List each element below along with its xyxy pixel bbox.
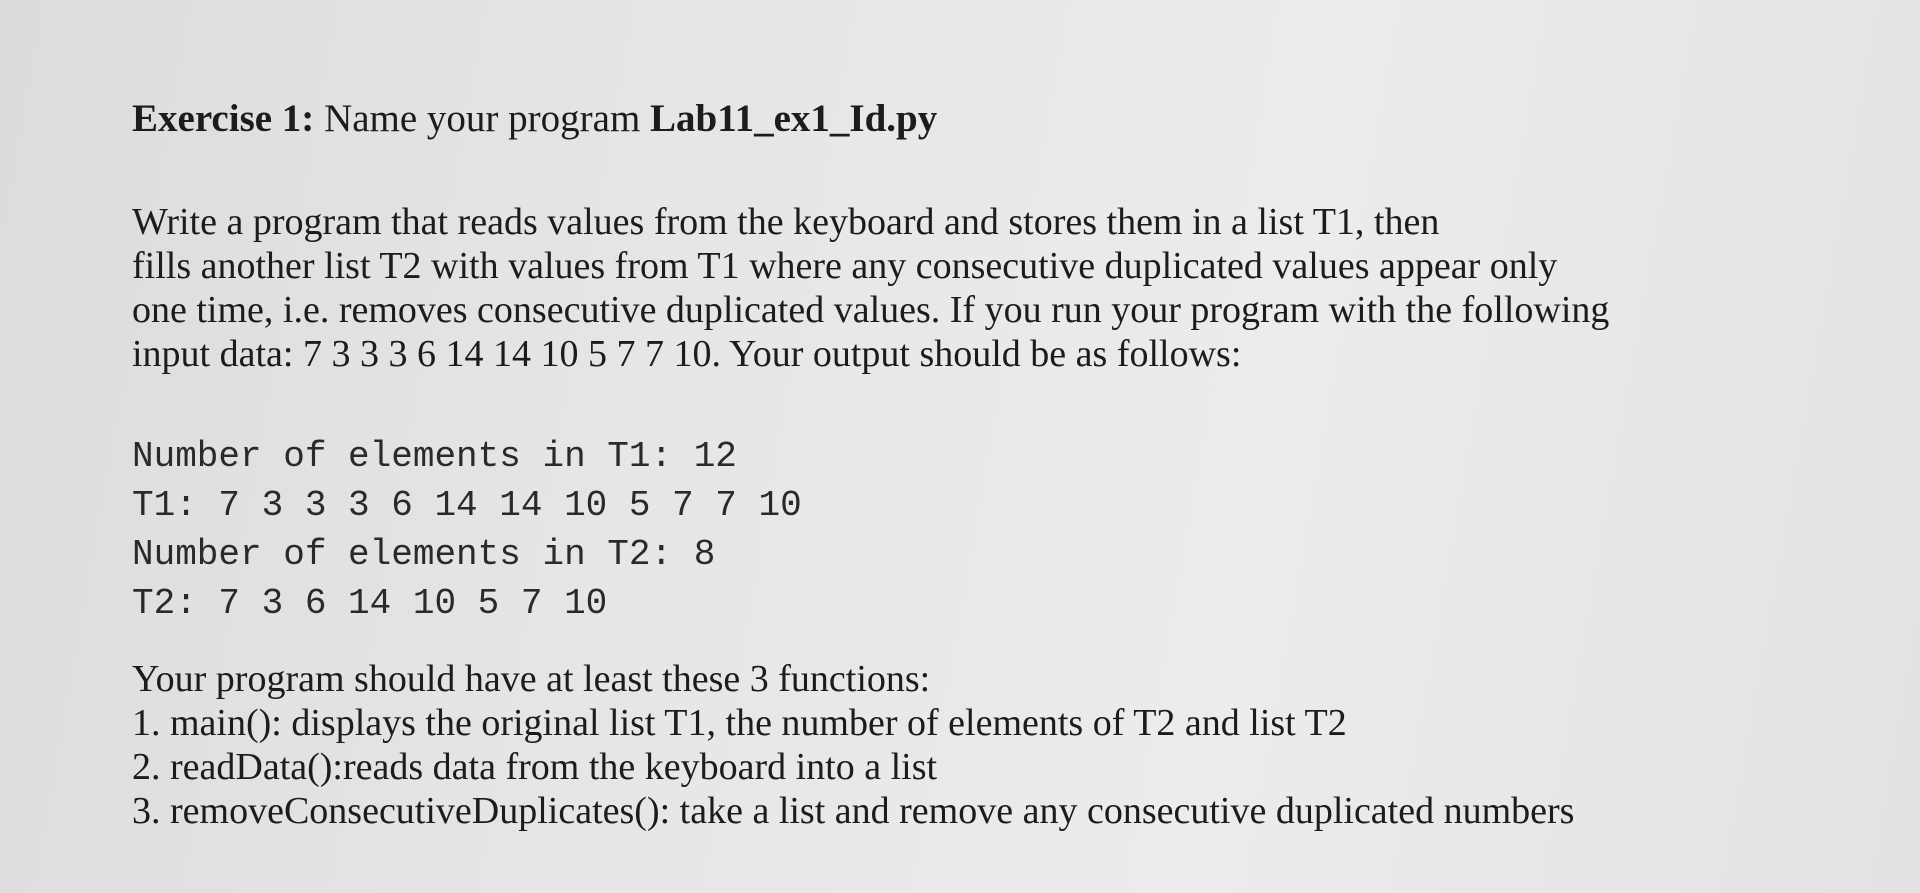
sample-output-line: T1: 7 3 3 3 6 14 14 10 5 7 7 10 xyxy=(132,485,802,526)
exercise-label: Exercise 1: xyxy=(132,97,315,140)
description-line: one time, i.e. removes consecutive duplicated values. If you run your program with the following xyxy=(132,289,1610,331)
sample-output-block xyxy=(132,432,802,628)
function-item: 2. readData():reads data from the keyboard into a list xyxy=(132,746,938,788)
description-line: input data: 7 3 3 3 6 14 14 10 5 7 7 10. Your output should be as follows: xyxy=(132,333,1242,375)
function-item: 3. removeConsecutiveDuplicates(): take a list and remove any consecutive duplicated numbers xyxy=(132,790,1575,832)
sample-output-line: Number of elements in T2: 8 xyxy=(132,534,716,575)
exercise-title xyxy=(132,96,937,141)
sample-output-line: T2: 7 3 6 14 10 5 7 10 xyxy=(132,583,608,624)
function-item: 1. main(): displays the original list T1, the number of elements of T2 and list T2 xyxy=(132,702,1347,744)
sample-output-line: Number of elements in T1: 12 xyxy=(132,436,737,477)
description-line: fills another list T2 with values from T1 where any consecutive duplicated values appear only xyxy=(132,245,1558,287)
exercise-name-prefix: Name your program xyxy=(324,97,641,140)
exercise-description xyxy=(132,200,1872,376)
exercise-page xyxy=(132,0,1892,893)
functions-section xyxy=(132,657,1574,833)
program-filename: Lab11_ex1_Id.py xyxy=(650,97,938,140)
description-line: Write a program that reads values from the keyboard and stores them in a list T1, then xyxy=(132,201,1440,243)
functions-intro: Your program should have at least these 3 functions: xyxy=(132,658,931,700)
